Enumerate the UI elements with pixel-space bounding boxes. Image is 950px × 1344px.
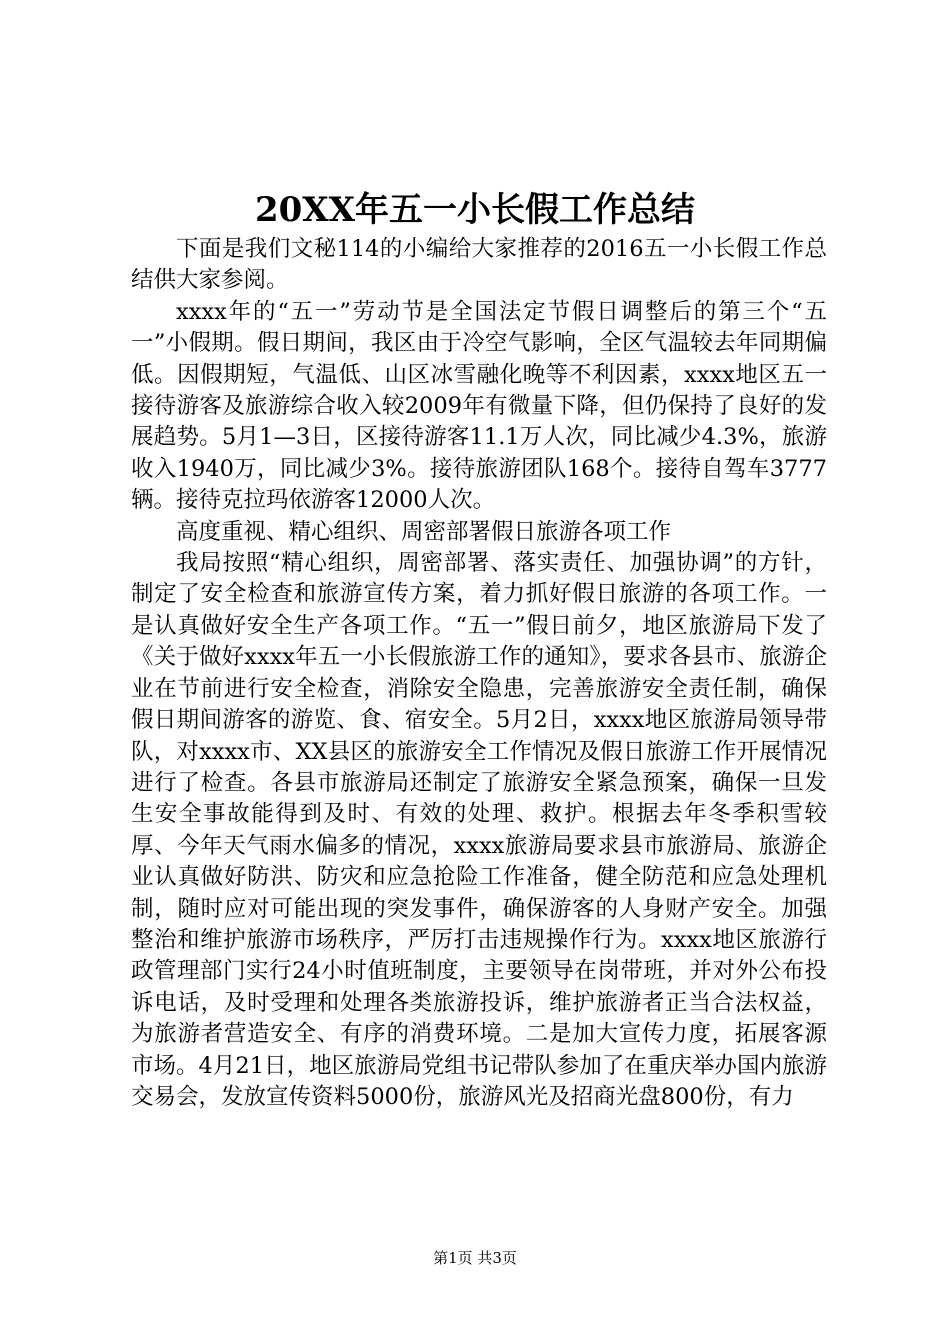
document-body	[131, 234, 827, 1113]
paragraph-measures: 我局按照“精心组织，周密部署、落实责任、加强协调”的方针，制定了安全检查和旅游宣传方案，着力抓好假日旅游的各项工作。一是认真做好安全生产各项工作。“五一”假日前夕，地区旅游局下发了《关于做好xxxx年五一小长假旅游工作的通知》，要求各县市、旅游企业在节前进行安全检查，消除安全隐患，完善旅游安全责任制，确保假日期间游客的游览、食、宿安全。5月2日，xxxx地区旅游局领导带队，对xxxx市、XX县区的旅游安全工作情况及假日旅游工作开展情况进行了检查。各县市旅游局还制定了旅游安全紧急预案，确保一旦发生安全事故能得到及时、有效的处理、救护。根据去年冬季积雪较厚、今年天气雨水偏多的情况，xxxx旅游局要求县市旅游局、旅游企业认真做好防洪、防灾和应急抢险工作准备，健全防范和应急处理机制，随时应对可能出现的突发事件，确保游客的人身财产安全。加强整治和维护旅游市场秩序，严厉打击违规操作行为。xxxx地区旅游行政管理部门实行24小时值班制度，主要领导在岗带班，并对外公布投诉电话，及时受理和处理各类旅游投诉，维护旅游者正当合法权益，为旅游者营造安全、有序的消费环境。二是加大宣传力度，拓展客源市场。4月21日，地区旅游局党组书记带队参加了在重庆举办国内旅游交易会，发放宣传资料5000份，旅游风光及招商光盘800份，有力	[131, 550, 827, 1110]
document-title: 20XX年五一小长假工作总结	[254, 190, 696, 230]
section-heading: 高度重视、精心组织、周密部署假日旅游各项工作	[176, 518, 672, 545]
paragraph-overview: xxxx年的“五一”劳动节是全国法定节假日调整后的第三个“五一”小假期。假日期间，我区由于冷空气影响，全区气温较去年同期偏低。因假期短，气温低、山区冰雪融化晚等不利因素，xxxx地区五一接待游客及旅游综合收入较2009年有微量下降，但仍保持了良好的发展趋势。5月1—3日，区接待游客11.1万人次，同比减少4.3%，旅游收入1940万，同比减少3%。接待旅游团队168个。接待自驾车3777辆。接待克拉玛依游客12000人次。	[131, 298, 827, 514]
paragraph-intro: 下面是我们文秘114的小编给大家推荐的2016五一小长假工作总结供大家参阅。	[131, 236, 827, 294]
page-indicator: 第1页 共3页	[433, 1249, 517, 1267]
